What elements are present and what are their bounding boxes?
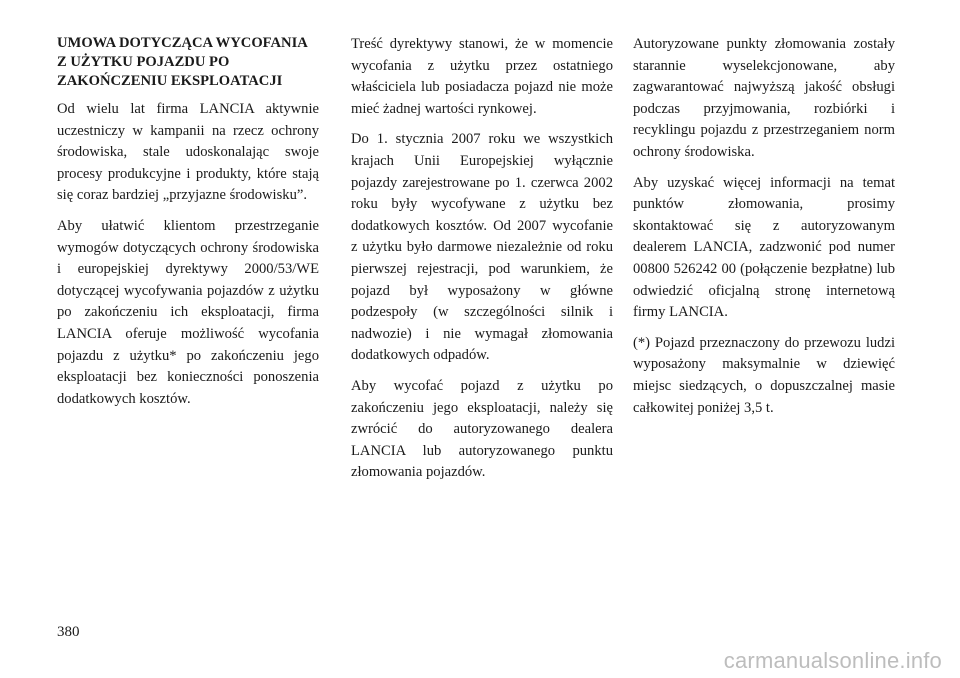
- paragraph: Od wielu lat firma LANCIA aktywnie uczestniczy w kampanii na rzecz ochrony środowiska, stale udoskonalając swoje procesy produkcyjne i produkty, które stają się coraz bardziej „przyjazne środowisku”.: [57, 101, 319, 204]
- text-column-1: [57, 34, 319, 419]
- paragraph: Aby uzyskać więcej informacji na temat punktów złomowania, prosimy skontaktować się z autoryzowanym dealerem LANCIA, zadzwonić pod numer 00800 526242 00 (połączenie bezpłatne) lub odwiedzić oficjalną stronę internetową firmy LANCIA.: [633, 174, 895, 321]
- paragraph: Treść dyrektywy stanowi, że w momencie wycofania z użytku przez ostatniego właściciela lub posiadacza pojazd nie może mieć żadnej wartości rynkowej.: [351, 36, 613, 117]
- paragraph: Aby ułatwić klientom przestrzeganie wymogów dotyczących ochrony środowiska i europejskiej dyrektywy 2000/53/WE dotyczącej wycofywania pojazdów z użytku po zakończeniu ich eksploatacji, firma LANCIA oferuje możliwość wycofania pojazdu z użytku* po zakończeniu jego eksploatacji bez konieczności ponoszenia dodatkowych kosztów.: [57, 217, 319, 407]
- text-column-3: [633, 34, 895, 428]
- footnote: (*) Pojazd przeznaczony do przewozu ludzi wyposażony maksymalnie w dziewięć miejsc siedzących, o dopuszczalnej masie całkowitej poniżej 3,5 t.: [633, 334, 895, 416]
- text-column-2: [351, 34, 613, 493]
- section-heading: UMOWA DOTYCZĄCA WYCOFANIA Z UŻYTKU POJAZDU PO ZAKOŃCZENIU EKSPLOATACJI: [57, 35, 308, 89]
- paragraph: Autoryzowane punkty złomowania zostały starannie wyselekcjonowane, aby zagwarantować najwyższą jakość obsługi podczas przyjmowania, rozbiórki i recyklingu pojazdu z przestrzeganiem norm ochrony środowiska.: [633, 36, 895, 160]
- paragraph: Aby wycofać pojazd z użytku po zakończeniu jego eksploatacji, należy się zwrócić do autoryzowanego dealera LANCIA lub autoryzowanego punktu złomowania pojazdów.: [351, 377, 613, 481]
- watermark-text: carmanualsonline.info: [723, 648, 942, 673]
- paragraph: Do 1. stycznia 2007 roku we wszystkich krajach Unii Europejskiej wyłącznie pojazdy zarejestrowane po 1. czerwca 2002 roku były wycofywane z użytku bez dodatkowych kosztów. Od 2007 wycofanie z użytku było darmowe niezależnie od roku pierwszej rejestracji, pod warunkiem, że pojazd był wyposażony w główne podzespoły (w szczególności silnik i nadwozie) i nie wymagał złomowania dodatkowych odpadów.: [351, 131, 613, 364]
- page-number: 380: [57, 624, 80, 640]
